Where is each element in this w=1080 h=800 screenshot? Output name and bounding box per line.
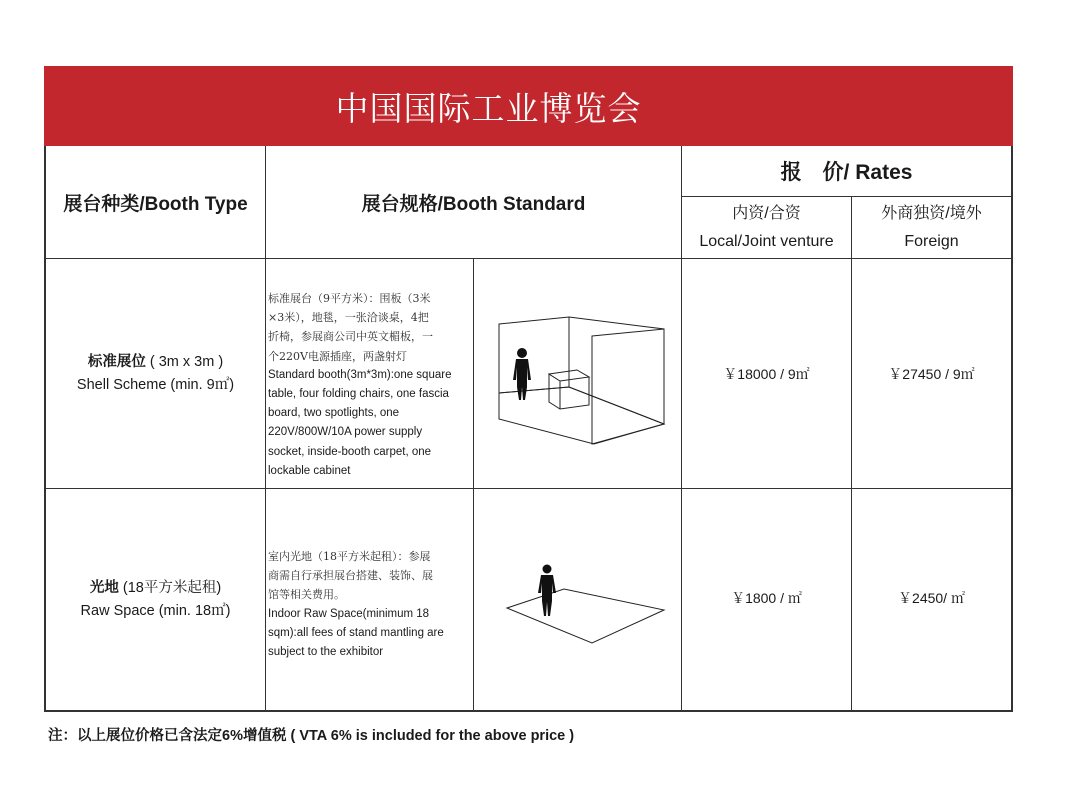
title-banner	[44, 66, 1013, 146]
row-raw-price-local	[682, 489, 851, 710]
rates-table	[44, 146, 1013, 712]
spec-line: 室内光地（18平方米起租）：参展	[268, 550, 431, 563]
page-title: 中国国际工业博览会	[335, 89, 642, 127]
table-border-right	[1011, 146, 1013, 712]
header-local	[682, 197, 851, 258]
header-foreign-en: Foreign	[904, 232, 959, 250]
header-booth-standard	[266, 146, 681, 258]
row-raw-type-en: Raw Space (min. 18㎡)	[80, 602, 231, 619]
spec-line: lockable cabinet	[268, 464, 351, 477]
row-shell-type-cn-suffix: ( 3m x 3m )	[149, 353, 224, 370]
header-local-en: Local/Joint venture	[699, 232, 834, 250]
spec-line: 220V/800W/10A power supply	[268, 426, 423, 439]
row-raw-spec	[266, 547, 473, 662]
price-foreign-label: ￥2450/ ㎡	[898, 589, 965, 606]
row-shell-type-en: Shell Scheme (min. 9㎡)	[76, 376, 235, 393]
row-raw-type-cn-main: 光地	[89, 579, 119, 596]
row-raw-type-cn	[90, 577, 221, 600]
price-local-label: ￥1800 / ㎡	[731, 589, 802, 606]
row-shell-type-cn-main: 标准展位	[87, 353, 146, 370]
header-local-cn: 内资/合资	[732, 204, 801, 222]
row-raw-type	[46, 489, 265, 710]
row-shell-type	[46, 259, 265, 488]
spec-line: subject to the exhibitor	[268, 646, 384, 659]
row-raw-type-cn-suffix: (18平方米起租)	[122, 579, 222, 596]
spec-line: 折椅，参展商公司中英文楣板，一	[268, 330, 433, 344]
price-foreign-label: ￥27450 / 9㎡	[888, 365, 975, 382]
header-booth-standard-label: 展台规格/Booth Standard	[361, 193, 586, 215]
row-shell-price-local	[682, 259, 851, 488]
spec-line: Standard booth(3m*3m):one square	[268, 368, 452, 381]
spec-line: ×3米），地毯，一张洽谈桌，4把	[268, 311, 429, 325]
row-shell-spec	[266, 289, 473, 481]
spec-line: 个220V电源插座，两盏射灯	[268, 349, 407, 363]
row-shell-price-foreign	[852, 259, 1011, 488]
spec-line: 标准展台（9平方米）：围板（3米	[268, 292, 431, 305]
spec-line: socket, inside-booth carpet, one	[268, 445, 432, 458]
spec-line: 馆等相关费用。	[268, 588, 345, 602]
shell-booth-illustration	[474, 259, 681, 488]
header-foreign-cn: 外商独资/境外	[881, 204, 982, 222]
spec-line: board, two spotlights, one	[268, 407, 400, 420]
header-rates	[682, 146, 1011, 196]
footnote: 注：以上展位价格已含法定6%增值税 ( VTA 6% is included for the above price )	[48, 728, 575, 744]
header-rates-label: 报 价/ Rates	[780, 161, 913, 184]
spec-line: Indoor Raw Space(minimum 18	[268, 607, 430, 620]
header-booth-type	[46, 146, 265, 258]
raw-space-illustration	[474, 489, 681, 710]
price-local-label: ￥18000 / 9㎡	[723, 365, 810, 382]
header-booth-type-label: 展台种类/Booth Type	[63, 193, 248, 215]
spec-line: table, four folding chairs, one fascia	[268, 388, 449, 401]
row-shell-type-cn	[88, 351, 223, 374]
row-raw-price-foreign	[852, 489, 1011, 710]
spec-line: 商需自行承担展台搭建、装饰、展	[268, 569, 433, 583]
spec-line: sqm):all fees of stand mantling are	[268, 626, 444, 639]
header-foreign	[852, 197, 1011, 258]
table-border-bottom	[44, 710, 1013, 712]
